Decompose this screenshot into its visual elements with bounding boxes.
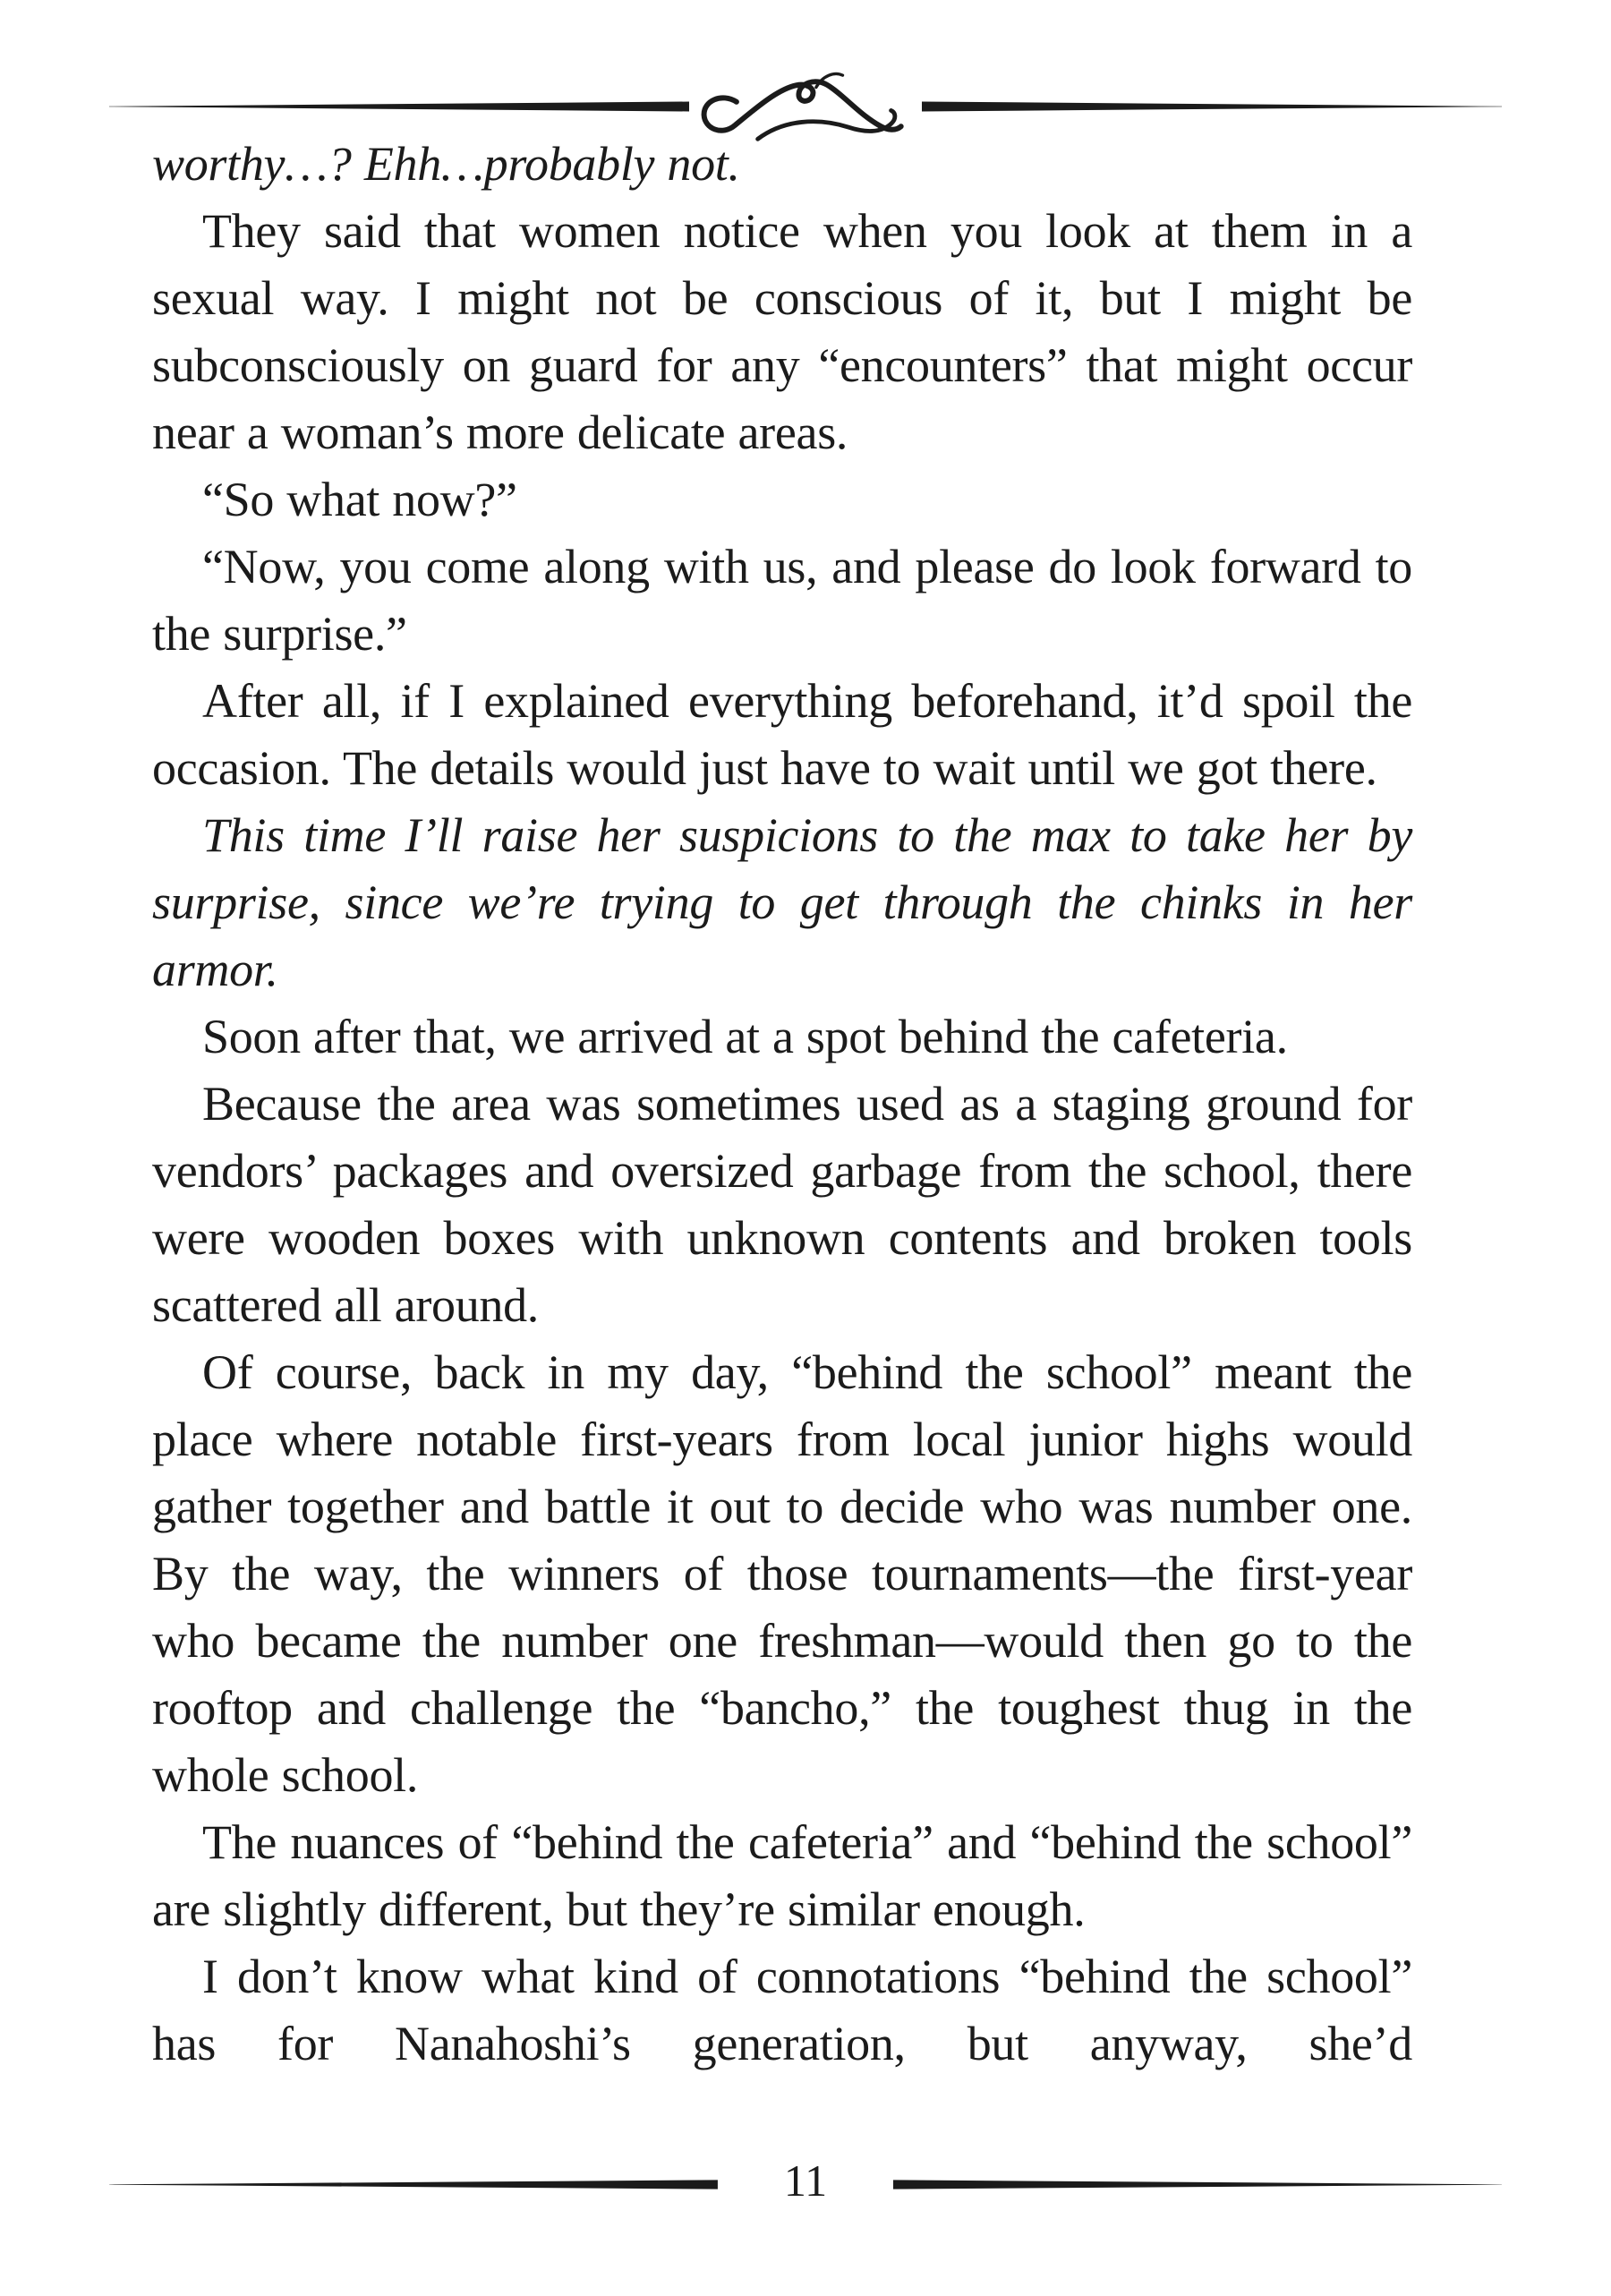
- paragraph: “Now, you come along with us, and please do look forward to the surprise.”: [152, 540, 1412, 661]
- page-number: 11: [783, 2155, 828, 2206]
- paragraph: Soon after that, we arrived at a spot behind the cafeteria.: [202, 1010, 1288, 1063]
- paragraph: I don’t know what kind of connotations “behind the school” has for Nanahoshi’s generation, but anyway, she’d: [152, 1950, 1412, 2070]
- paragraph: The nuances of “behind the cafeteria” and “behind the school” are slightly different, but they’re similar enough.: [152, 1815, 1412, 1936]
- paragraph: “So what now?”: [202, 473, 517, 526]
- paragraph: Because the area was sometimes used as a staging ground for vendors’ packages and oversized garbage from the school, there were wooden boxes with unknown contents and broken tools scattered all around.: [152, 1077, 1412, 1332]
- paragraph: They said that women notice when you look at them in a sexual way. I might not be conscious of it, but I might be subconsciously on guard for any “encounters” that might occur near a woman’s more delicate areas.: [152, 204, 1412, 459]
- paragraph: Of course, back in my day, “behind the school” meant the place where notable first-years from local junior highs would gather together and battle it out to decide who was number one. By the way, the winners of those tournaments—the first-year who became the number one freshman—would then go to the rooftop and challenge the “bancho,” the toughest thug in the whole school.: [152, 1345, 1412, 1802]
- footer-rule-right: [893, 2179, 1502, 2190]
- paragraph: This time I’ll raise her suspicions to the max to take her by surprise, since we’re trying to get through the chinks in her armor.: [152, 808, 1412, 996]
- header-rule-left: [109, 100, 689, 113]
- body-text: [152, 131, 1412, 2078]
- header-rule-right: [922, 100, 1502, 113]
- paragraph: worthy…? Ehh…probably not.: [152, 137, 740, 191]
- paragraph: After all, if I explained everything beforehand, it’d spoil the occasion. The details would just have to wait until we got there.: [152, 674, 1412, 795]
- footer-rule-left: [109, 2179, 718, 2190]
- page-footer: [109, 2157, 1502, 2211]
